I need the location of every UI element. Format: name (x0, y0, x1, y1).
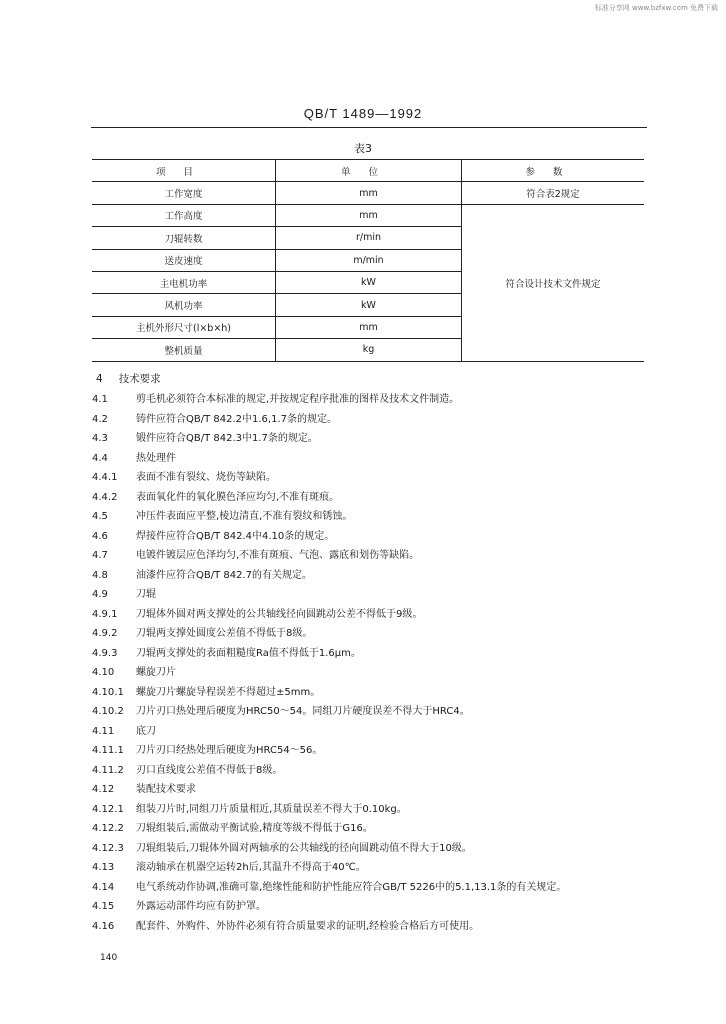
clause-number: 4.4.2 (92, 491, 118, 503)
clause-number: 4.12 (92, 784, 115, 795)
clause-number: 4.4.1 (92, 472, 118, 483)
clause (92, 819, 662, 839)
clause (92, 917, 662, 937)
section-heading (96, 371, 161, 386)
clause (92, 858, 662, 878)
clause (92, 683, 662, 703)
clause-text: 电气系统动作协调,准确可靠,绝缘性能和防护性能应符合GB/T 5226中的5.1,13.1条的有关规定。 (136, 881, 567, 893)
cell-item: 工作宽度 (92, 182, 276, 204)
document-code: QB/T 1489—1992 (303, 106, 423, 121)
cell-unit: mm (276, 204, 462, 226)
clause-number: 4.9.3 (92, 647, 118, 659)
cell-item: 主机外形尺寸(l×b×h) (92, 316, 276, 338)
clause-number: 4.16 (92, 920, 115, 932)
clause (92, 761, 662, 781)
cell-unit: mm (276, 316, 462, 338)
clause (92, 566, 662, 586)
clause-text: 刀片刃口经热处理后硬度为HRC54～56。 (136, 745, 323, 756)
clause (92, 488, 662, 508)
clause-text: 表面氧化件的氧化膜色泽应均匀,不准有斑痕。 (136, 491, 340, 503)
clause-text: 刀辊 (136, 589, 156, 600)
cell-unit: kg (276, 339, 462, 361)
clause-text: 装配技术要求 (136, 784, 196, 795)
cell-unit: r/min (276, 227, 462, 249)
cell-unit: kW (276, 294, 462, 316)
table-header-row (92, 160, 644, 182)
watermark: 标准分享网 www.bzfxw.com 免费下载 (594, 4, 718, 12)
clause-number: 4.14 (92, 881, 115, 893)
clause (92, 800, 662, 820)
clause-text: 螺旋刀片 (136, 667, 176, 678)
clause (92, 605, 662, 625)
clause (92, 546, 662, 566)
clause-number: 4.11.2 (92, 764, 124, 776)
clause-number: 4.5 (92, 511, 108, 522)
clause-text: 冲压件表面应平整,棱边清直,不准有裂纹和锈蚀。 (136, 511, 353, 522)
cell-item: 主电机功率 (92, 271, 276, 293)
clause-text: 刀辊两支撑处圆度公差值不得低于8级。 (136, 628, 313, 639)
clause-text: 剪毛机必须符合本标准的规定,并按规定程序批准的图样及技术文件制造。 (136, 394, 460, 405)
clause (92, 585, 662, 605)
clause (92, 527, 662, 547)
clause-text: 焊接件应符合QB/T 842.4中4.10条的规定。 (136, 530, 335, 542)
clause-number: 4.9.2 (92, 628, 118, 639)
clause-text: 底刀 (136, 725, 156, 737)
clause-number: 4.12.3 (92, 842, 124, 854)
clause-text: 刀辊两支撑处的表面粗糙度Ra值不得低于1.6μm。 (136, 647, 361, 659)
header-unit: 单位 (276, 160, 462, 182)
clause-number: 4.6 (92, 530, 108, 542)
cell-param-merged: 符合设计技术文件规定 (462, 204, 645, 361)
cell-item: 工作高度 (92, 204, 276, 226)
cell-item: 刀辊转数 (92, 227, 276, 249)
table-caption: 表3 (354, 142, 372, 155)
clause-text: 刀辊组装后,刀辊体外圆对两轴承的公共轴线的径向圆跳动值不得大于10级。 (136, 842, 472, 854)
clause (92, 390, 662, 410)
clause-text: 外露运动部件均应有防护罩。 (136, 901, 266, 912)
clause (92, 702, 662, 722)
cell-param: 符合表2规定 (462, 182, 645, 204)
header-item: 项目 (92, 160, 276, 182)
clause-number: 4.15 (92, 901, 115, 912)
clause-text: 锻件应符合QB/T 842.3中1.7条的规定。 (136, 433, 318, 444)
table-row (92, 204, 644, 226)
clause-number: 4.10 (92, 667, 115, 678)
page-number: 140 (100, 953, 118, 963)
clause-number: 4.9 (92, 589, 108, 600)
clause (92, 410, 662, 430)
section-number: 4 (96, 373, 103, 385)
clause-number: 4.8 (92, 569, 108, 581)
cell-unit: m/min (276, 249, 462, 271)
clause (92, 644, 662, 664)
clause (92, 878, 662, 898)
clause-text: 刀辊体外圆对两支撑处的公共轴线径向圆跳动公差不得低于9级。 (136, 608, 423, 620)
clause-list (92, 390, 662, 936)
clause (92, 741, 662, 761)
clause-number: 4.13 (92, 862, 115, 873)
spec-table (92, 159, 644, 362)
section-title: 技术要求 (118, 373, 161, 385)
clause-text: 刃口直线度公差值不得低于8级。 (136, 764, 283, 776)
clause-number: 4.12.1 (92, 803, 124, 815)
clause-text: 电镀件镀层应色泽均匀,不准有斑痕、气泡、露底和划伤等缺陷。 (136, 550, 420, 561)
cell-item: 送皮速度 (92, 249, 276, 271)
clause-text: 刀片刃口热处理后硬度为HRC50～54。同组刀片硬度误差不得大于HRC4。 (136, 706, 470, 717)
clause-number: 4.7 (92, 550, 108, 561)
clause-text: 铸件应符合QB/T 842.2中1.6,1.7条的规定。 (136, 413, 338, 425)
header-rule (91, 127, 647, 128)
clause-text: 油漆件应符合QB/T 842.7的有关规定。 (136, 569, 313, 581)
cell-unit: kW (276, 271, 462, 293)
clause-number: 4.4 (92, 452, 108, 464)
header-param: 参数 (462, 160, 645, 182)
clause (92, 780, 662, 800)
cell-item: 风机功率 (92, 294, 276, 316)
clause-number: 4.11.1 (92, 745, 124, 756)
clause-number: 4.11 (92, 725, 115, 737)
clause-text: 刀辊组装后,需做动平衡试验,精度等级不得低于G16。 (136, 823, 373, 834)
clause (92, 722, 662, 742)
cell-unit: mm (276, 182, 462, 204)
clause (92, 468, 662, 488)
clause-text: 表面不准有裂纹、烧伤等缺陷。 (136, 472, 276, 483)
clause (92, 897, 662, 917)
clause-text: 螺旋刀片螺旋导程误差不得超过±5mm。 (136, 686, 321, 698)
clause (92, 663, 662, 683)
clause-number: 4.2 (92, 413, 108, 425)
clause-number: 4.10.1 (92, 686, 124, 698)
clause-text: 热处理件 (136, 452, 176, 464)
clause-number: 4.9.1 (92, 608, 118, 620)
clause-number: 4.12.2 (92, 823, 124, 834)
clause (92, 839, 662, 859)
clause-number: 4.10.2 (92, 706, 124, 717)
cell-item: 整机质量 (92, 339, 276, 361)
clause-number: 4.3 (92, 433, 108, 444)
clause-text: 滚动轴承在机器空运转2h后,其温升不得高于40℃。 (136, 862, 366, 873)
clause (92, 449, 662, 469)
clause-text: 组装刀片时,同组刀片质量相近,其质量误差不得大于0.10kg。 (136, 803, 407, 815)
clause (92, 429, 662, 449)
clause-text: 配套件、外购件、外协件必须有符合质量要求的证明,经检验合格后方可使用。 (136, 920, 480, 932)
table-row (92, 182, 644, 204)
clause-number: 4.1 (92, 394, 108, 405)
clause (92, 624, 662, 644)
clause (92, 507, 662, 527)
